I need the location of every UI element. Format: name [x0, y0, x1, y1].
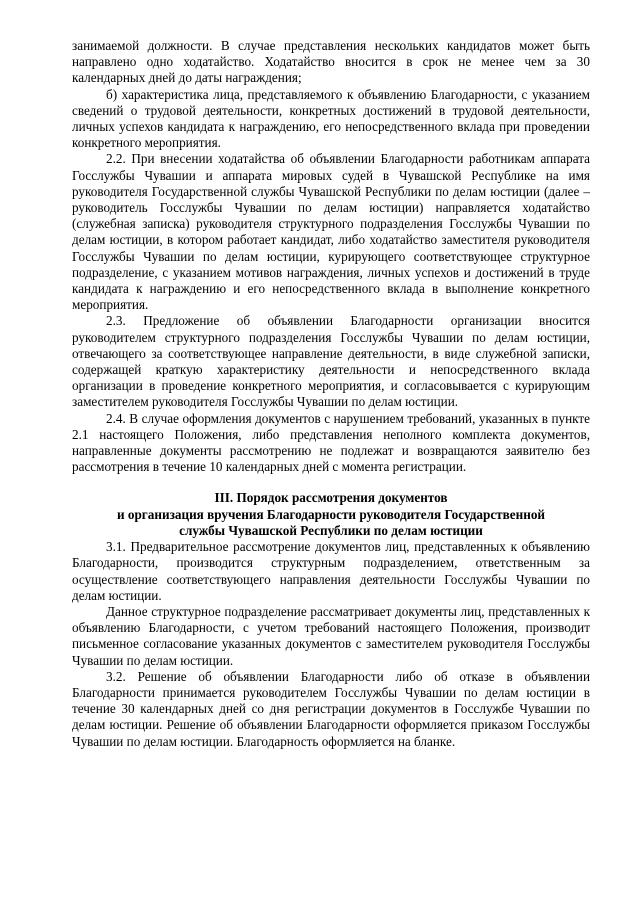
section-heading: [72, 490, 590, 539]
section-heading-line-2: и организация вручения Благодарности руководителя Государственной: [116, 506, 546, 522]
paragraph-2-2: 2.2. При внесении ходатайства об объявлении Благодарности работникам аппарата Госслужбы Чувашии и аппарата мировых судей в Чувашской Республике на имя руководителя Государственной службы Чувашской Республики по делам юстиции (далее – руководитель Госслужбы Чувашии по делам юстиции) направляется ходатайство (служебная записка) руководителя структурного подразделения Госслужбы Чувашии по делам юстиции, в котором работает кандидат, либо ходатайство заместителя руководителя Госслужбы Чувашии по делам юстиции, курирующего соответствующее структурное подразделение, с указанием мотивов награждения, личных успехов и достижений в труде кандидата к награждению и его непосредственного вклада в выполнение конкретного мероприятия.: [72, 151, 590, 313]
paragraph-continuation: занимаемой должности. В случае представления нескольких кандидатов может быть направлено одно ходатайство. Ходатайство вносится в срок не менее чем за 30 календарных дней до даты награждения;: [72, 38, 590, 86]
paragraph-3-1: 3.1. Предварительное рассмотрение документов лиц, представленных к объявлению Благодарности, производится структурным подразделением, ответственным за осуществление соответствующего направления деятельности Госслужбы Чувашии по делам юстиции.: [72, 539, 590, 603]
document-page: [72, 38, 590, 750]
paragraph-3-2: 3.2. Решение об объявлении Благодарности либо об отказе в объявлении Благодарности принимается руководителем Госслужбы Чувашии по делам юстиции в течение 30 календарных дней со дня регистрации документов в Госслужбе Чувашии по делам юстиции. Решение об объявлении Благодарности оформляется приказом Госслужбы Чувашии по делам юстиции. Благодарность оформляется на бланке.: [72, 668, 590, 749]
paragraph-3-1-continued: Данное структурное подразделение рассматривает документы лиц, представленных к объявлению Благодарности, с учетом требований настоящего Положения, производит письменное согласование указанных документов с заместителем руководителя Госслужбы Чувашии по делам юстиции.: [72, 603, 590, 668]
section-spacer: [72, 475, 590, 490]
paragraph-item-b: б) характеристика лица, представляемого к объявлению Благодарности, с указанием сведений о трудовой деятельности, конкретных достижений в трудовой деятельности, личных успехов кандидата к награждению, его непосредственного вклада при проведении конкретного мероприятия.: [72, 86, 590, 151]
section-heading-line-1: III. Порядок рассмотрения документов: [214, 490, 448, 506]
paragraph-2-4: 2.4. В случае оформления документов с нарушением требований, указанных в пункте 2.1 настоящего Положения, либо представления неполного комплекта документов, направленные документы рассмотрению не подлежат и возвращаются заявителю без рассмотрения в течение 10 календарных дней с момента регистрации.: [72, 410, 590, 475]
section-heading-line-3: службы Чувашской Республики по делам юстиции: [179, 522, 483, 538]
paragraph-2-3: 2.3. Предложение об объявлении Благодарности организации вносится руководителем структурного подразделения Госслужбы Чувашии по делам юстиции, отвечающего за соответствующее направление деятельности, в виде служебной записки, содержащей краткую характеристику деятельности и непосредственного вклада организации в проведение конкретного мероприятия, и согласовывается с курирующим заместителем руководителя Госслужбы Чувашии по делам юстиции.: [72, 313, 590, 410]
